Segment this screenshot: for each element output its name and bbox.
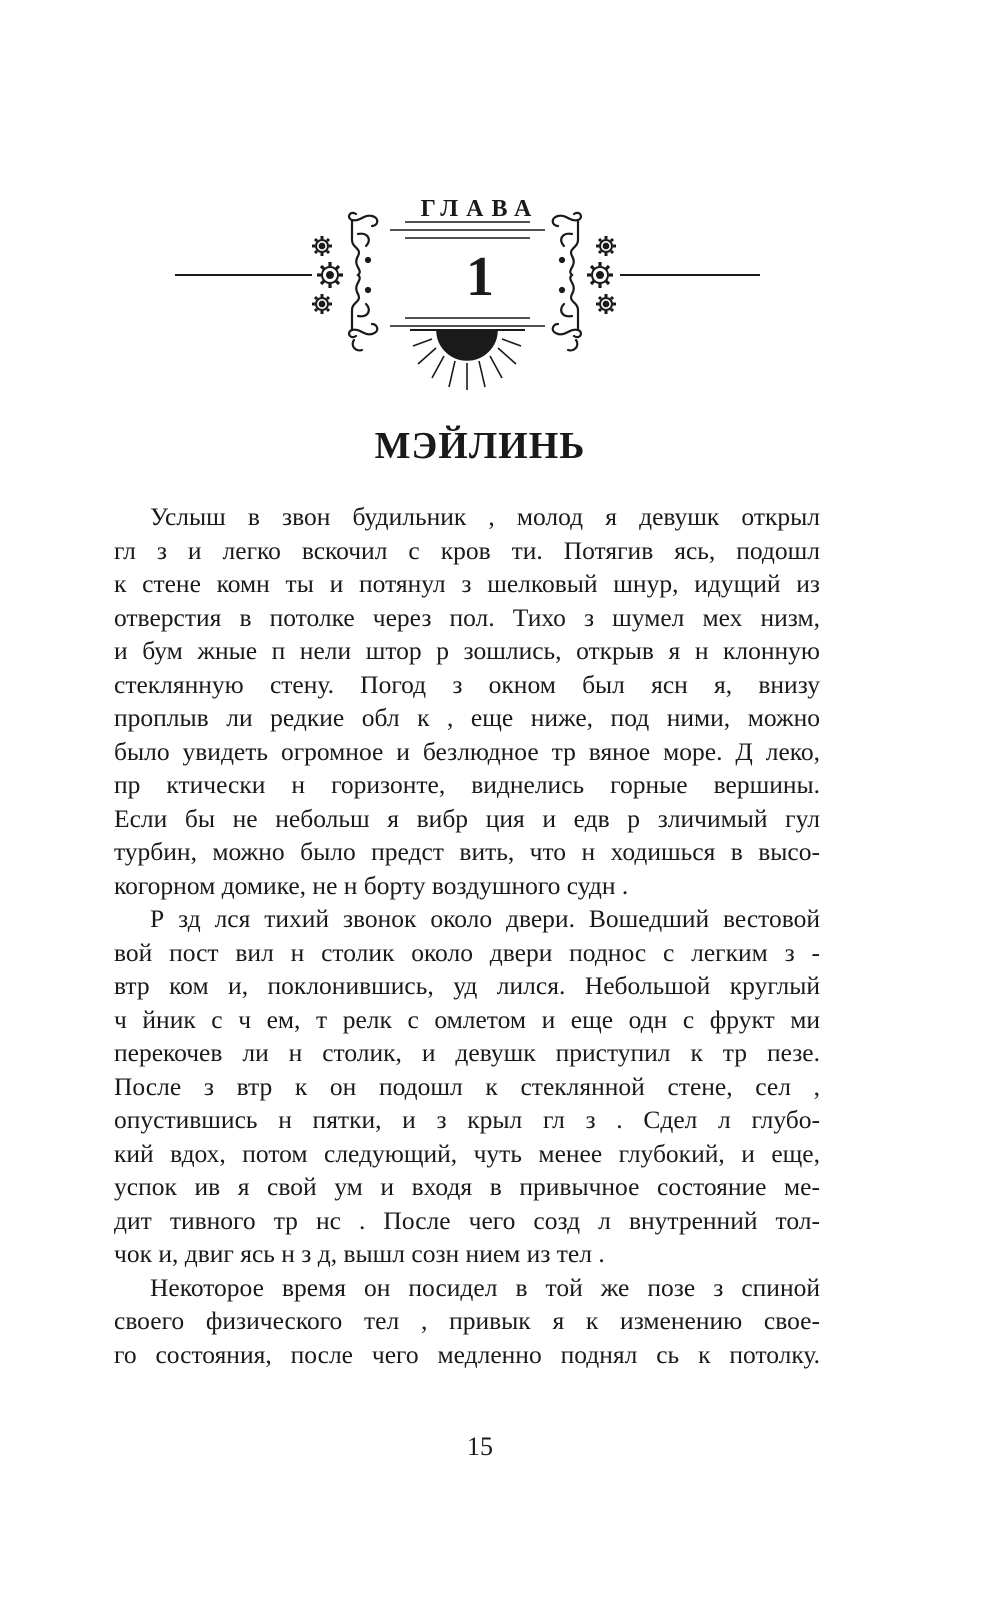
text-line: опустившись н пятки, и з крыл гл з . Сдел л глубо- bbox=[114, 1105, 820, 1134]
chapter-label: ГЛАВА bbox=[420, 196, 540, 222]
text-line: чок и, двиг ясь н з д, вышл созн нием из тел . bbox=[114, 1239, 605, 1268]
text-line: было увидеть огромное и безлюдное тр вяное море. Д леко, bbox=[114, 736, 820, 766]
text-line: стеклянную стену. Погод з окном был ясн я, внизу bbox=[114, 669, 820, 699]
chapter-title: МЭЙЛИНЬ bbox=[374, 425, 586, 467]
text-line: проплыв ли редкие обл к , еще ниже, под ними, можно bbox=[114, 703, 820, 732]
page-number: 15 bbox=[467, 1432, 493, 1461]
text-line: Р зд лся тихий звонок около двери. Вошедший вестовой bbox=[150, 904, 820, 933]
text-line: пр ктически н горизонте, виднелись горные вершины. bbox=[114, 770, 820, 799]
text-line: вой пост вил н столик около двери поднос с легким з - bbox=[114, 937, 820, 967]
chapter-ornament bbox=[0, 200, 960, 420]
text-line: кий вдох, потом следующий, чуть менее глубокий, и еще, bbox=[114, 1138, 820, 1168]
text-line: ч йник с ч ем, т релк с омлетом и еще одн с фрукт ми bbox=[114, 1004, 820, 1034]
text-line: к стене комн ты и потянул з шелковый шнур, идущий из bbox=[114, 569, 820, 598]
text-line: и бум жные п нели штор р зошлись, открыв я н клонную bbox=[114, 636, 820, 665]
text-line: Некоторое время он посидел в той же позе з спиной bbox=[150, 1272, 820, 1302]
text-line: своего физического тел , привык я к изменению свое- bbox=[114, 1306, 820, 1335]
chapter-body bbox=[114, 500, 820, 1371]
text-line: когорном домике, не н борту воздушного судн . bbox=[114, 870, 629, 900]
text-line: турбин, можно было предст вить, что н ходишься в высо- bbox=[114, 837, 820, 866]
text-line: Если бы не небольш я вибр ция и едв р зличимый гул bbox=[114, 803, 820, 833]
text-line: Услыш в звон будильник , молод я девушк открыл bbox=[150, 502, 820, 531]
text-line: успок ив я свой ум и входя в привычное состояние ме- bbox=[114, 1172, 820, 1201]
text-line: отверстия в потолке через пол. Тихо з шумел мех низм, bbox=[114, 602, 820, 632]
text-line: перекочев ли н столик, и девушк приступил к тр пезе. bbox=[114, 1038, 820, 1067]
sunrise-icon bbox=[410, 330, 525, 390]
text-line: втр ком и, поклонившись, уд лился. Небольшой круглый bbox=[114, 971, 820, 1000]
paragraph bbox=[114, 1271, 820, 1372]
text-line: После з втр к он подошл к стеклянной стене, сел , bbox=[114, 1071, 820, 1101]
text-line: дит тивного тр нс . После чего созд л внутренний тол- bbox=[114, 1205, 820, 1235]
chapter-number: 1 bbox=[466, 246, 494, 308]
text-line: го состояния, после чего медленно поднял сь к потолку. bbox=[114, 1339, 820, 1369]
paragraph bbox=[114, 902, 820, 1271]
text-line: гл з и легко вскочил с кров ти. Потягив ясь, подошл bbox=[114, 535, 820, 565]
paragraph bbox=[114, 500, 820, 902]
